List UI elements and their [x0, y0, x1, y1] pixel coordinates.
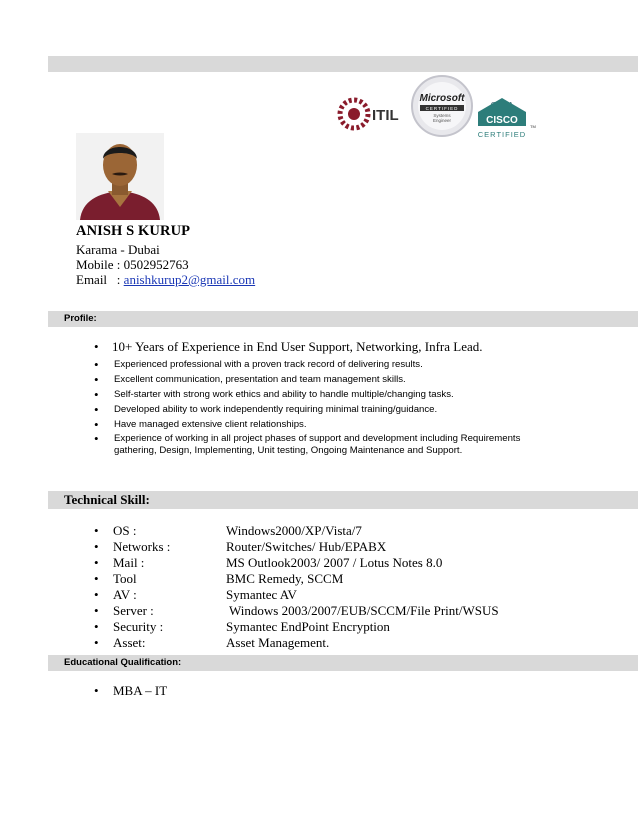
skill-value: BMC Remedy, SCCM: [226, 571, 344, 586]
bullet-icon: •: [94, 603, 99, 618]
bullet-icon: •: [94, 339, 99, 354]
profile-item: Experienced professional with a proven track record of delivering results.: [114, 359, 423, 370]
bullet-icon: •: [94, 387, 99, 402]
bullet-icon: •: [94, 402, 99, 417]
bullet-icon: •: [94, 635, 99, 650]
skill-value: Windows 2003/2007/EUB/SCCM/File Print/WSUS: [226, 603, 499, 618]
education-heading: Educational Qualification:: [64, 657, 182, 668]
ms-sub1-text: Systems: [433, 113, 451, 118]
tm-text: TM: [530, 124, 536, 129]
skill-value: Asset Management.: [226, 635, 330, 650]
microsoft-certified-logo: [412, 76, 472, 136]
email-row: [76, 271, 255, 288]
bullet-icon: •: [94, 431, 99, 446]
skill-value: Router/Switches/ Hub/EPABX: [226, 539, 387, 554]
bullet-icon: •: [94, 357, 99, 372]
mobile-number: Mobile : 0502952763: [76, 257, 189, 272]
technical-skill-section-bar: [48, 491, 638, 509]
certification-logos: [330, 70, 545, 150]
ms-sub2-text: Engineer: [432, 118, 452, 123]
skill-value: MS Outlook2003/ 2007 / Lotus Notes 8.0: [226, 555, 443, 570]
profile-item: Developed ability to work independently requiring minimal training/guidance.: [114, 404, 438, 415]
skill-label: OS :: [113, 523, 137, 538]
skill-label: Tool: [113, 571, 137, 586]
bullet-icon: •: [94, 372, 99, 387]
cisco-cert-text: CERTIFIED: [477, 130, 527, 139]
ms-cert-text: CERTIFIED: [425, 106, 459, 111]
bullet-icon: •: [94, 555, 99, 570]
skill-label: AV :: [113, 587, 137, 602]
profile-heading: Profile:: [64, 313, 97, 324]
bullet-icon: •: [94, 619, 99, 634]
profile-item: Experience of working in all project phases of support and development including Requirements gathering, Design, Implementing, Unit testing, Ongoing Maintenance and Support.: [114, 433, 521, 456]
bullet-icon: •: [94, 417, 99, 432]
email-link[interactable]: anishkurup2@gmail.com: [123, 272, 256, 287]
skill-label: Server :: [113, 603, 154, 618]
bullet-icon: •: [94, 683, 99, 698]
itil-logo: [340, 100, 399, 128]
profile-section-bar: [48, 311, 638, 327]
profile-photo: [76, 133, 164, 220]
bullet-icon: •: [94, 587, 99, 602]
candidate-name: ANISH S KURUP: [76, 223, 191, 239]
bullet-icon: •: [94, 523, 99, 538]
skill-label: Asset:: [113, 635, 146, 650]
cisco-text: CISCO: [486, 115, 518, 126]
address: Karama - Dubai: [76, 242, 160, 257]
cisco-ccna-logo: [478, 98, 536, 139]
skill-label: Mail :: [113, 555, 145, 570]
profile-item: 10+ Years of Experience in End User Support, Networking, Infra Lead.: [112, 339, 483, 354]
ms-brand-text: Microsoft: [419, 93, 465, 104]
skill-label: Networks :: [113, 539, 171, 554]
email-label: Email :: [76, 272, 124, 287]
skill-value: Windows2000/XP/Vista/7: [226, 523, 362, 538]
profile-item: Excellent communication, presentation and team management skills.: [114, 374, 406, 385]
bullet-icon: •: [94, 571, 99, 586]
skill-label: Security :: [113, 619, 164, 634]
skill-value: Symantec AV: [226, 587, 297, 602]
profile-item: Self-starter with strong work ethics and ability to handle multiple/changing tasks.: [114, 389, 454, 400]
education-item: MBA – IT: [113, 683, 168, 698]
bullet-icon: •: [94, 539, 99, 554]
education-section-bar: [48, 655, 638, 671]
profile-item: Have managed extensive client relationships.: [114, 419, 307, 430]
skill-value: Symantec EndPoint Encryption: [226, 619, 390, 634]
itil-text: ITIL: [372, 107, 399, 124]
technical-skill-heading: Technical Skill:: [64, 492, 150, 507]
